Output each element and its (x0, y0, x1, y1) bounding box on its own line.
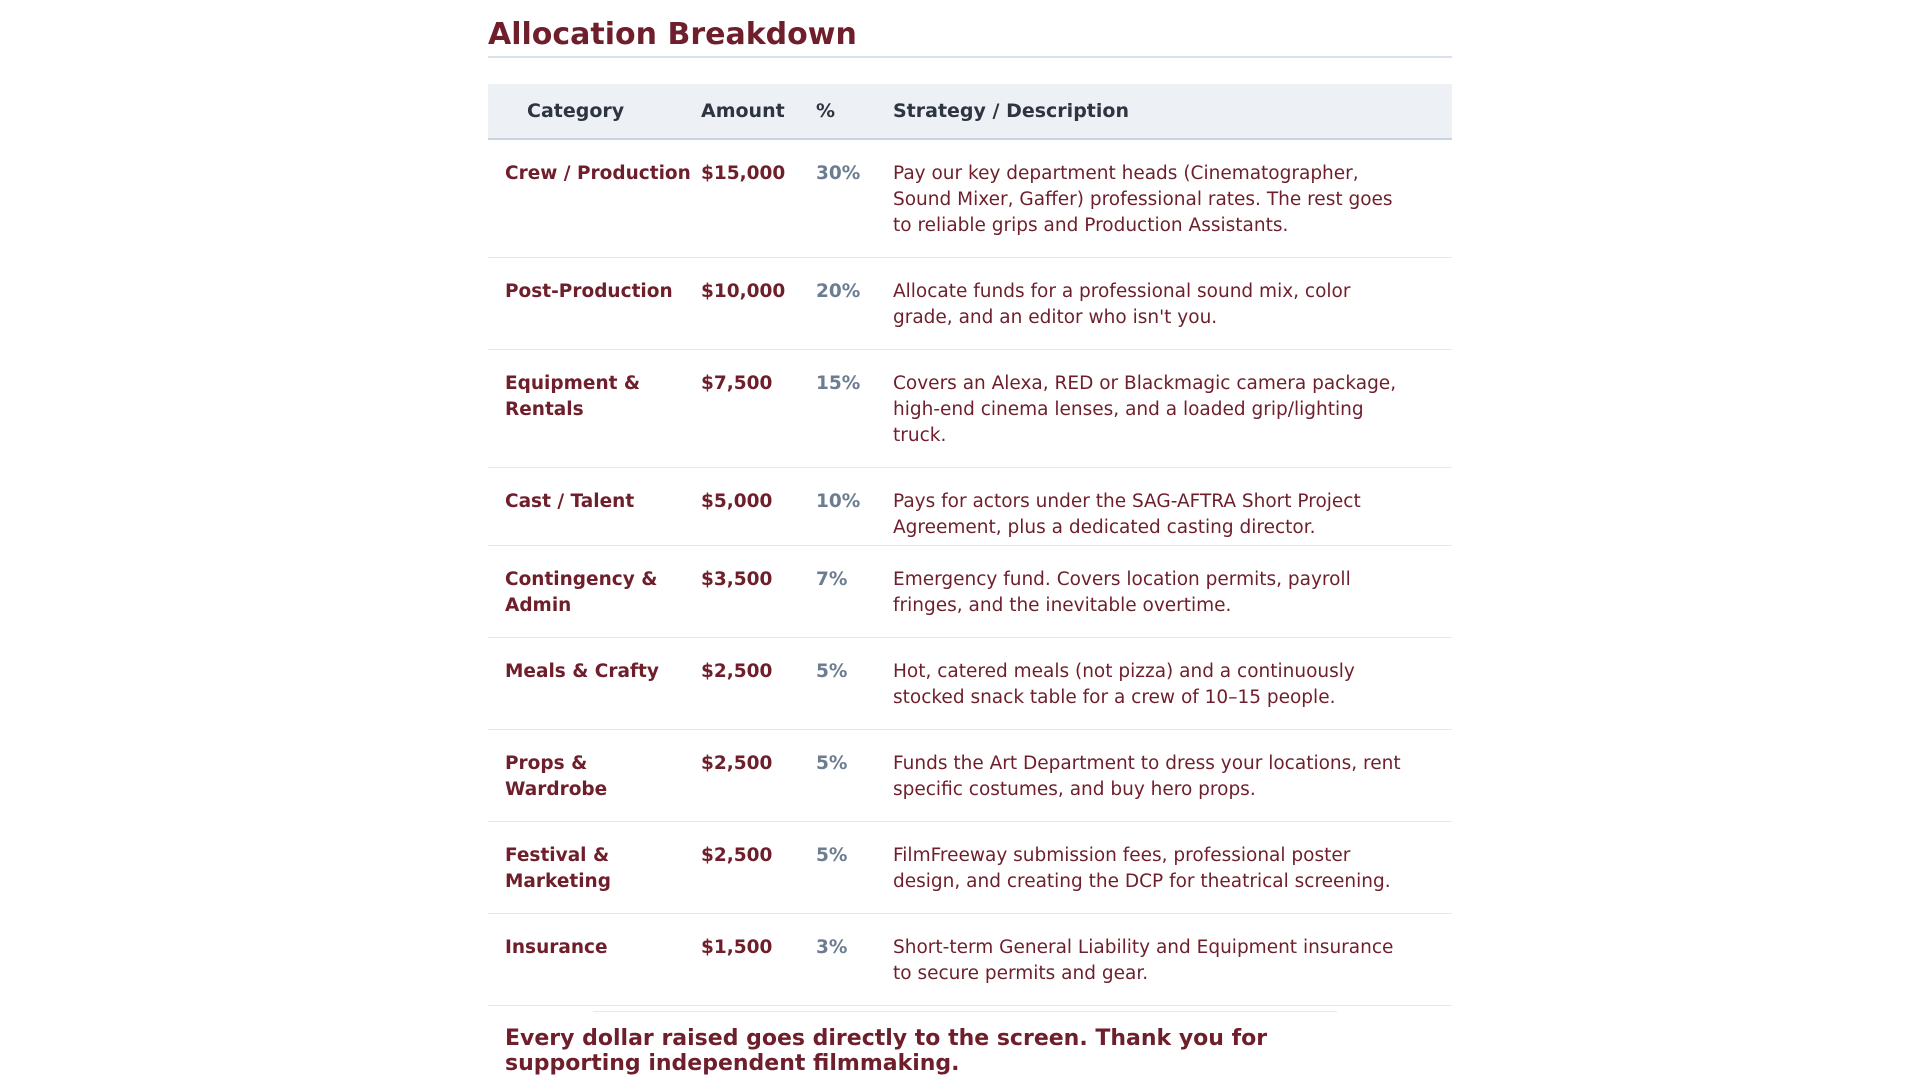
table-header-row (488, 84, 1452, 139)
table-row (488, 350, 1452, 468)
header-percent: % (816, 84, 893, 139)
row-amount: $2,500 (701, 822, 816, 914)
row-description: Funds the Art Department to dress your locations, rent specific costumes, and buy hero props. (893, 730, 1452, 822)
row-description: Allocate funds for a professional sound mix, color grade, and an editor who isn't you. (893, 258, 1452, 350)
row-description: Pays for actors under the SAG-AFTRA Short Project Agreement, plus a dedicated casting director. (893, 468, 1452, 546)
header-description: Strategy / Description (893, 84, 1452, 139)
row-description: Pay our key department heads (Cinematographer, Sound Mixer, Gaffer) professional rates. The rest goes to reliable grips and Production Assistants. (893, 139, 1452, 258)
row-amount: $7,500 (701, 350, 816, 468)
row-description: FilmFreeway submission fees, professional poster design, and creating the DCP for theatrical screening. (893, 822, 1452, 914)
table-row (488, 546, 1452, 638)
table-row (488, 730, 1452, 822)
row-category: Post-Production (488, 258, 701, 350)
table-row (488, 822, 1452, 914)
row-percent: 20% (816, 258, 893, 350)
row-category: Meals & Crafty (488, 638, 701, 730)
row-percent: 5% (816, 638, 893, 730)
row-category: Contingency & Admin (488, 546, 701, 638)
header-amount: Amount (701, 84, 816, 139)
allocation-table (488, 84, 1452, 1006)
allocation-section (488, 0, 1452, 1076)
footer-divider (593, 1011, 1337, 1012)
row-category: Crew / Production (488, 139, 701, 258)
row-category: Insurance (488, 914, 701, 1006)
row-amount: $3,500 (701, 546, 816, 638)
row-percent: 15% (816, 350, 893, 468)
footer-note: Every dollar raised goes directly to the screen. Thank you for supporting independent filmmaking. (505, 1026, 1268, 1076)
row-percent: 10% (816, 468, 893, 546)
table-row (488, 139, 1452, 258)
title-divider (488, 56, 1452, 58)
row-description: Covers an Alexa, RED or Blackmagic camera package, high-end cinema lenses, and a loaded grip/lighting truck. (893, 350, 1452, 468)
row-amount: $2,500 (701, 638, 816, 730)
row-description: Short-term General Liability and Equipment insurance to secure permits and gear. (893, 914, 1452, 1006)
table-row (488, 914, 1452, 1006)
row-percent: 30% (816, 139, 893, 258)
row-amount: $1,500 (701, 914, 816, 1006)
table-row (488, 638, 1452, 730)
header-category: Category (488, 84, 701, 139)
row-description: Hot, catered meals (not pizza) and a continuously stocked snack table for a crew of 10–15 people. (893, 638, 1452, 730)
row-percent: 3% (816, 914, 893, 1006)
row-percent: 5% (816, 730, 893, 822)
section-title: Allocation Breakdown (488, 17, 857, 52)
table-row (488, 468, 1452, 546)
row-percent: 7% (816, 546, 893, 638)
row-category: Props & Wardrobe (488, 730, 701, 822)
row-amount: $10,000 (701, 258, 816, 350)
row-amount: $2,500 (701, 730, 816, 822)
row-amount: $5,000 (701, 468, 816, 546)
row-category: Cast / Talent (488, 468, 701, 546)
row-description: Emergency fund. Covers location permits, payroll fringes, and the inevitable overtime. (893, 546, 1452, 638)
row-amount: $15,000 (701, 139, 816, 258)
table-row (488, 258, 1452, 350)
row-category: Festival & Marketing (488, 822, 701, 914)
row-category: Equipment & Rentals (488, 350, 701, 468)
row-percent: 5% (816, 822, 893, 914)
